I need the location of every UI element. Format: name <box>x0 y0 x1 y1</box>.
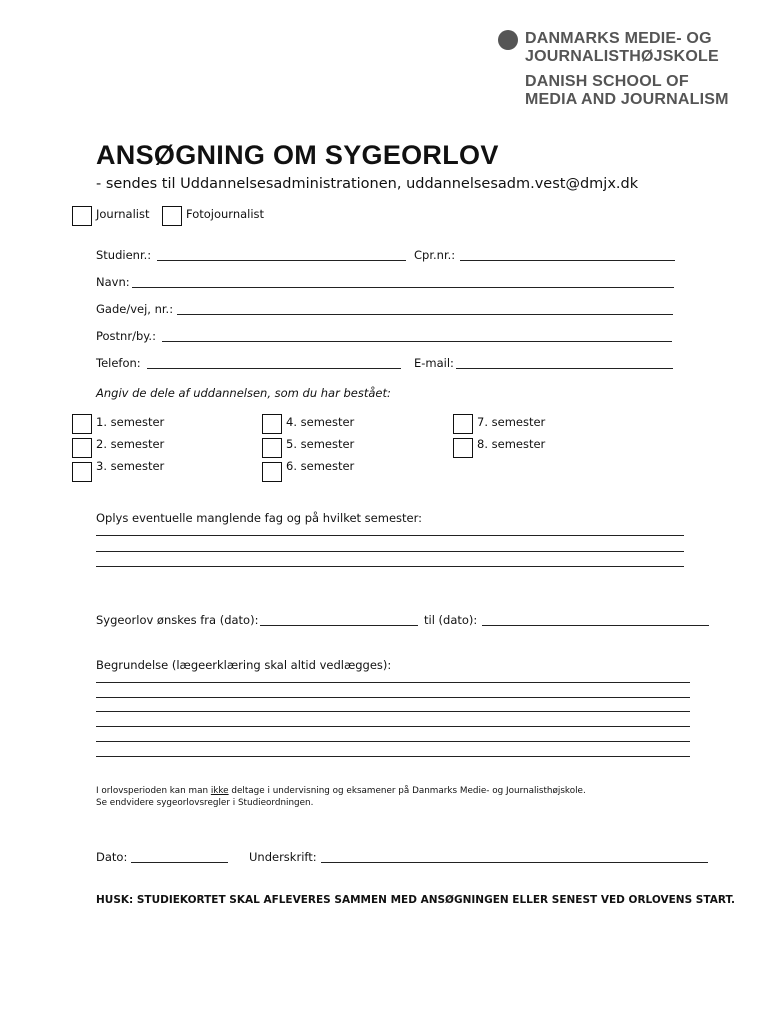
logo-da-line2: JOURNALISTHØJSKOLE <box>525 48 719 65</box>
semester-8-checkbox[interactable] <box>453 438 473 458</box>
signature-field[interactable] <box>321 862 708 863</box>
semester-4-label: 4. semester <box>286 415 355 429</box>
semester-6-checkbox[interactable] <box>262 462 282 482</box>
reminder-text: HUSK: STUDIEKORTET SKAL AFLEVERES SAMMEN MED ANSØGNINGEN ELLER SENEST VED ORLOVENS START. <box>96 894 736 906</box>
cprnr-field[interactable] <box>460 260 675 261</box>
telefon-label: Telefon: <box>96 356 141 370</box>
semester-2-label: 2. semester <box>96 437 165 451</box>
signature-label: Underskrift: <box>249 850 317 864</box>
date-label: Dato: <box>96 850 128 864</box>
missing-subjects-line-1[interactable] <box>96 535 684 536</box>
semester-8-label: 8. semester <box>477 437 546 451</box>
semester-5-label: 5. semester <box>286 437 355 451</box>
semester-7-label: 7. semester <box>477 415 546 429</box>
telefon-field[interactable] <box>147 368 401 369</box>
logo-danish-name <box>525 30 719 66</box>
journalist-checkbox[interactable] <box>72 206 92 226</box>
studienr-field[interactable] <box>157 260 406 261</box>
semester-3-checkbox[interactable] <box>72 462 92 482</box>
semester-7-checkbox[interactable] <box>453 414 473 434</box>
semester-4-checkbox[interactable] <box>262 414 282 434</box>
logo-english-name <box>525 73 729 109</box>
postnr-label: Postnr/by.: <box>96 329 156 343</box>
email-field[interactable] <box>456 368 673 369</box>
logo-da-line1: DANMARKS MEDIE- OG <box>525 30 712 47</box>
page-title: ANSØGNING OM SYGEORLOV <box>96 140 499 170</box>
gade-field[interactable] <box>177 314 673 315</box>
journalist-label: Journalist <box>96 207 150 221</box>
reason-line-5[interactable] <box>96 741 690 742</box>
leave-note-line-2: Se endvidere sygeorlovsregler i Studieordningen. <box>96 798 314 808</box>
leave-to-field[interactable] <box>482 625 709 626</box>
semester-prompt: Angiv de dele af uddannelsen, som du har bestået: <box>96 386 391 400</box>
reason-line-3[interactable] <box>96 711 690 712</box>
navn-field[interactable] <box>132 287 674 288</box>
leave-note-pre: I orlovsperioden kan man <box>96 786 211 796</box>
email-label: E-mail: <box>414 356 454 370</box>
postnr-field[interactable] <box>162 341 672 342</box>
semester-2-checkbox[interactable] <box>72 438 92 458</box>
reason-prompt: Begrundelse (lægeerklæring skal altid vedlægges): <box>96 658 392 672</box>
semester-5-checkbox[interactable] <box>262 438 282 458</box>
semester-6-label: 6. semester <box>286 459 355 473</box>
leave-note-post: deltage i undervisning og eksamener på Danmarks Medie- og Journalisthøjskole. <box>228 786 586 796</box>
semester-3-label: 3. semester <box>96 459 165 473</box>
fotojournalist-label: Fotojournalist <box>186 207 265 221</box>
fotojournalist-checkbox[interactable] <box>162 206 182 226</box>
missing-subjects-line-3[interactable] <box>96 566 684 567</box>
reason-line-1[interactable] <box>96 682 690 683</box>
leave-to-label: til (dato): <box>424 613 478 627</box>
navn-label: Navn: <box>96 275 130 289</box>
leave-note-underlined: ikke <box>210 786 229 796</box>
gade-label: Gade/vej, nr.: <box>96 302 174 316</box>
leave-from-label: Sygeorlov ønskes fra (dato): <box>96 613 259 627</box>
logo-en-line2: MEDIA AND JOURNALISM <box>525 91 729 108</box>
studienr-label: Studienr.: <box>96 248 152 262</box>
reason-line-2[interactable] <box>96 697 690 698</box>
reason-line-6[interactable] <box>96 756 690 757</box>
date-field[interactable] <box>131 862 228 863</box>
semester-1-label: 1. semester <box>96 415 165 429</box>
page-subtitle: - sendes til Uddannelsesadministrationen, uddannelsesadm.vest@dmjx.dk <box>96 176 639 192</box>
cprnr-label: Cpr.nr.: <box>414 248 456 262</box>
missing-subjects-line-2[interactable] <box>96 551 684 552</box>
missing-subjects-prompt: Oplys eventuelle manglende fag og på hvilket semester: <box>96 511 423 525</box>
leave-note-line-1 <box>96 785 586 797</box>
semester-1-checkbox[interactable] <box>72 414 92 434</box>
school-logo-icon <box>498 30 518 50</box>
logo-en-line1: DANISH SCHOOL OF <box>525 73 689 90</box>
reason-line-4[interactable] <box>96 726 690 727</box>
leave-from-field[interactable] <box>260 625 418 626</box>
